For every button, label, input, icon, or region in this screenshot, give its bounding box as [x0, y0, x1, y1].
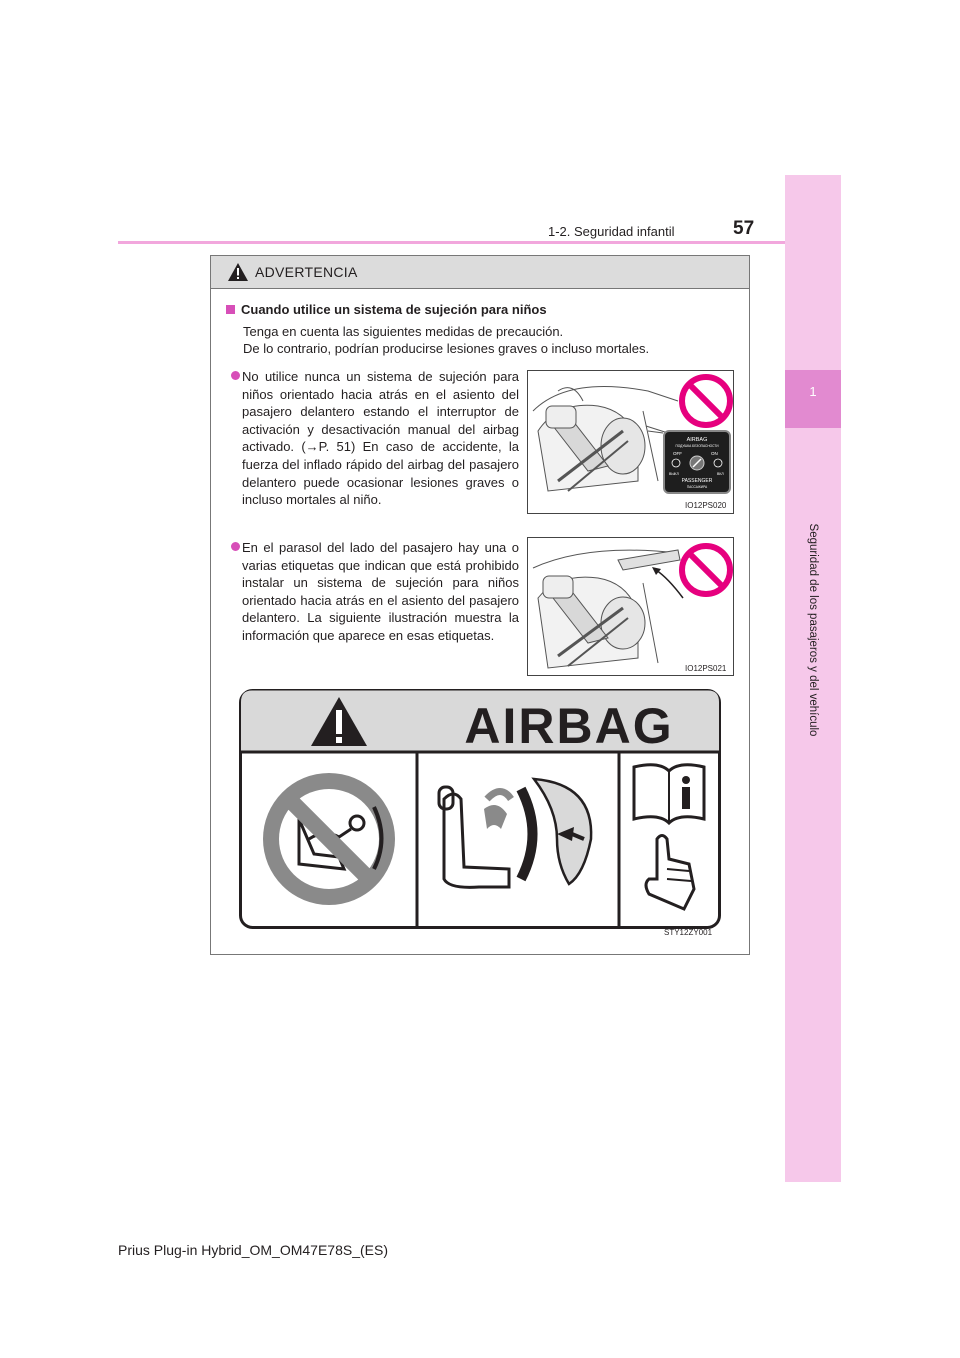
- prohibition-icon: [682, 546, 730, 594]
- svg-text:OFF: OFF: [673, 451, 682, 456]
- svg-text:ВКЛ: ВКЛ: [717, 472, 724, 476]
- svg-text:AIRBAG: AIRBAG: [686, 437, 708, 443]
- warning-box: [210, 255, 750, 955]
- warning-header: [211, 256, 749, 289]
- chapter-title: Seguridad de los pasajeros y del vehículo: [807, 523, 819, 737]
- figure-code: STY12ZY001: [664, 928, 713, 937]
- svg-text:ПАССАЖИРА: ПАССАЖИРА: [686, 485, 708, 489]
- figure-code: IO12PS020: [685, 501, 727, 510]
- square-bullet-icon: [226, 305, 235, 314]
- intro-text: Tenga en cuenta las siguientes medidas de precaución. De lo contrario, podrían producirse lesiones graves o incluso mortales.: [243, 324, 650, 356]
- warning-title: ADVERTENCIA: [255, 264, 358, 280]
- prohibition-icon: [682, 377, 730, 425]
- figure-sun-visor: [527, 537, 734, 676]
- bullet-dot-icon: [231, 371, 240, 380]
- page-number: 57: [733, 218, 755, 239]
- footer-document-id: Prius Plug-in Hybrid_OM_OM47E78S_(ES): [118, 1242, 388, 1258]
- airbag-heading: AIRBAG: [464, 698, 674, 754]
- header-rule: [118, 241, 785, 244]
- bullet-item: No utilice nunca un sistema de sujeción para niños orientado hacia atrás en el asiento del pasajero delantero estando el interruptor de activación y desactivación manual del airbag activado. (→P. 51) En caso de accidente, la fuerza del inflado rápido del airbag del pasajero delantero puede ocasionar lesiones graves o incluso mortales al niño.: [231, 368, 519, 509]
- vehicle-interior-illustration: [528, 371, 733, 513]
- no-child-seat-icon: [263, 773, 395, 905]
- figure-child-seat-airbag-switch: [527, 370, 734, 514]
- svg-text:ВЫКЛ: ВЫКЛ: [669, 472, 679, 476]
- chapter-marker: [785, 370, 841, 428]
- warning-icon: [227, 262, 249, 282]
- airbag-warning-label: [239, 689, 721, 929]
- section-title: 1-2. Seguridad infantil: [548, 224, 675, 239]
- bullet-dot-icon: [231, 542, 240, 551]
- item-title: Cuando utilice un sistema de sujeción para niños: [226, 302, 547, 317]
- chapter-number: 1: [809, 384, 817, 399]
- figure-code: IO12PS021: [685, 664, 727, 673]
- sun-visor-illustration: [528, 538, 733, 675]
- svg-text:PASSENGER: PASSENGER: [681, 478, 713, 484]
- bullet-item: En el parasol del lado del pasajero hay una o varias etiquetas que indican que está prohibido instalar un sistema de sujeción para niños orientado hacia atrás en el asiento del pasajero delantero. La siguiente ilustración muestra la información que aparece en esas etiquetas.: [231, 539, 519, 645]
- svg-text:ПОДУШКА БЕЗОПАСНОСТИ: ПОДУШКА БЕЗОПАСНОСТИ: [675, 444, 719, 448]
- svg-text:ON: ON: [711, 451, 718, 456]
